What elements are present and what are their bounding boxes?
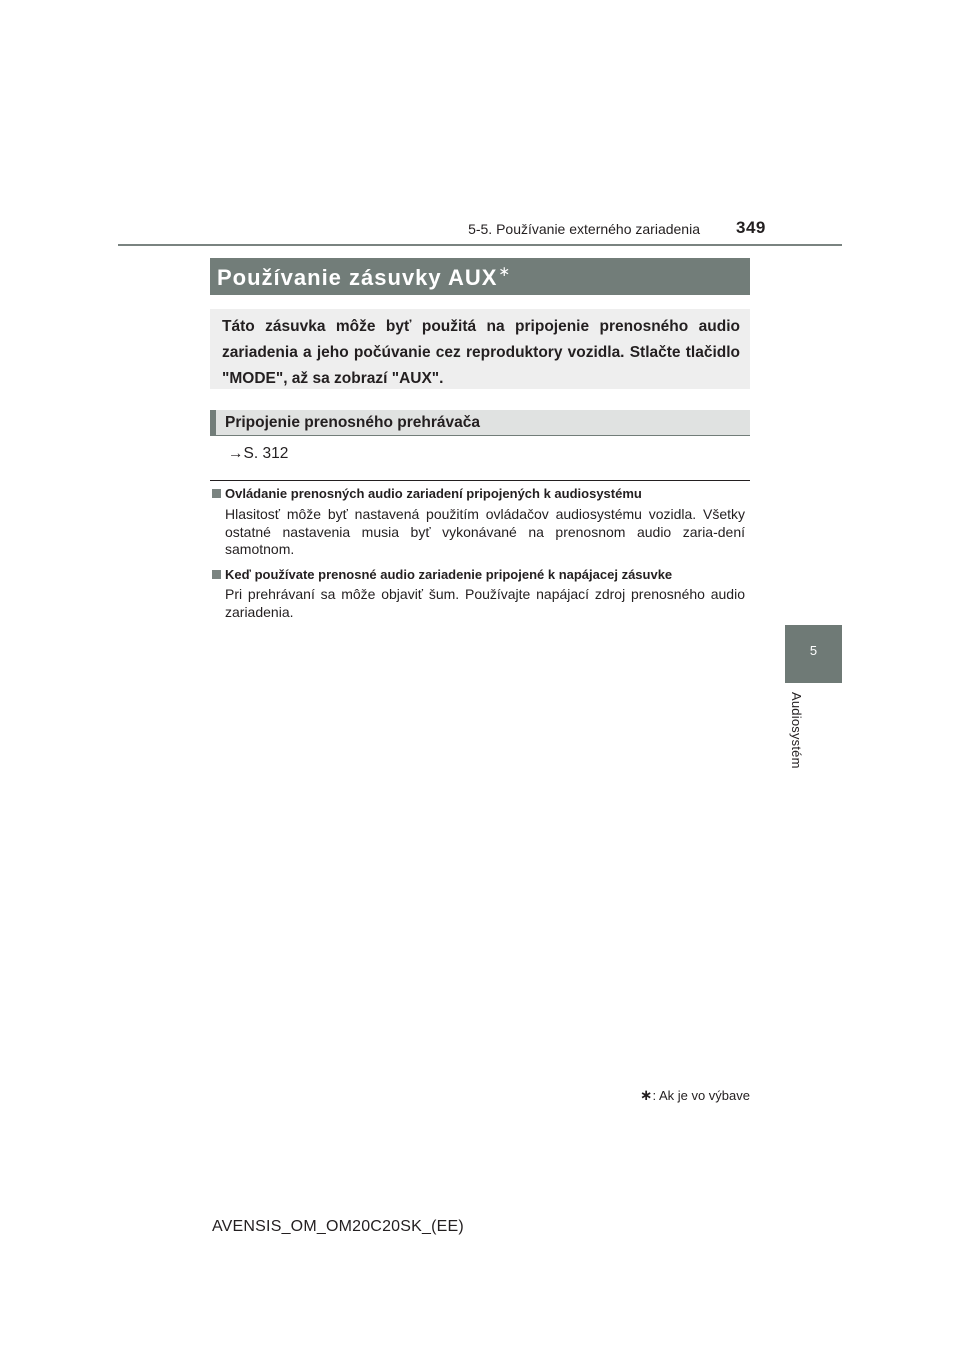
note-heading: Keď používate prenosné audio zariadenie pripojené k napájacej zásuvke [225, 567, 673, 582]
footnote [630, 1086, 750, 1104]
subsection-title: Pripojenie prenosného prehrávača [225, 414, 480, 431]
notes-divider [210, 480, 750, 481]
section-title [217, 263, 510, 291]
note-bullet-icon [212, 489, 221, 498]
document-code: AVENSIS_OM_OM20C20SK_(EE) [212, 1218, 464, 1235]
chapter-tab-number: 5 [809, 643, 818, 658]
note-body: Pri prehrávaní sa môže objaviť šum. Používajte napájací zdroj prenosného audio zariadenia. [225, 586, 745, 620]
page-reference-link[interactable]: →S. 312 [228, 445, 289, 462]
intro-text: Táto zásuvka môže byť použitá na pripojenie prenosného audio zariadenia a jeho počúvanie cez reproduktory vozidla. Stlačte tlačidlo "MODE", až sa zobrazí "AUX". [222, 318, 740, 387]
header-rule [118, 244, 842, 246]
note-bullet-icon [212, 570, 221, 579]
page-number: 349 [736, 218, 766, 237]
running-header-section: 5-5. Používanie externého zariadenia [468, 221, 700, 237]
subsection-rule [210, 435, 750, 436]
note-heading: Ovládanie prenosných audio zariadení pripojených k audiosystému [225, 486, 642, 501]
section-title-text: Používanie zásuvky AUX [217, 265, 498, 290]
optional-equipment-mark: ∗ [498, 263, 511, 279]
subsection-accent [210, 410, 216, 435]
chapter-tab-label: Audiosystém [789, 692, 804, 769]
footnote-asterisk-icon: ∗ [639, 1087, 653, 1104]
footnote-text: : Ak je vo výbave [652, 1088, 750, 1103]
note-body: Hlasitosť môže byť nastavená použitím ovládačov audiosystému vozidla. Všetky ostatné nastavenia musia byť vykonávané na prenosnom audio zaria-dení samotnom. [225, 506, 745, 557]
